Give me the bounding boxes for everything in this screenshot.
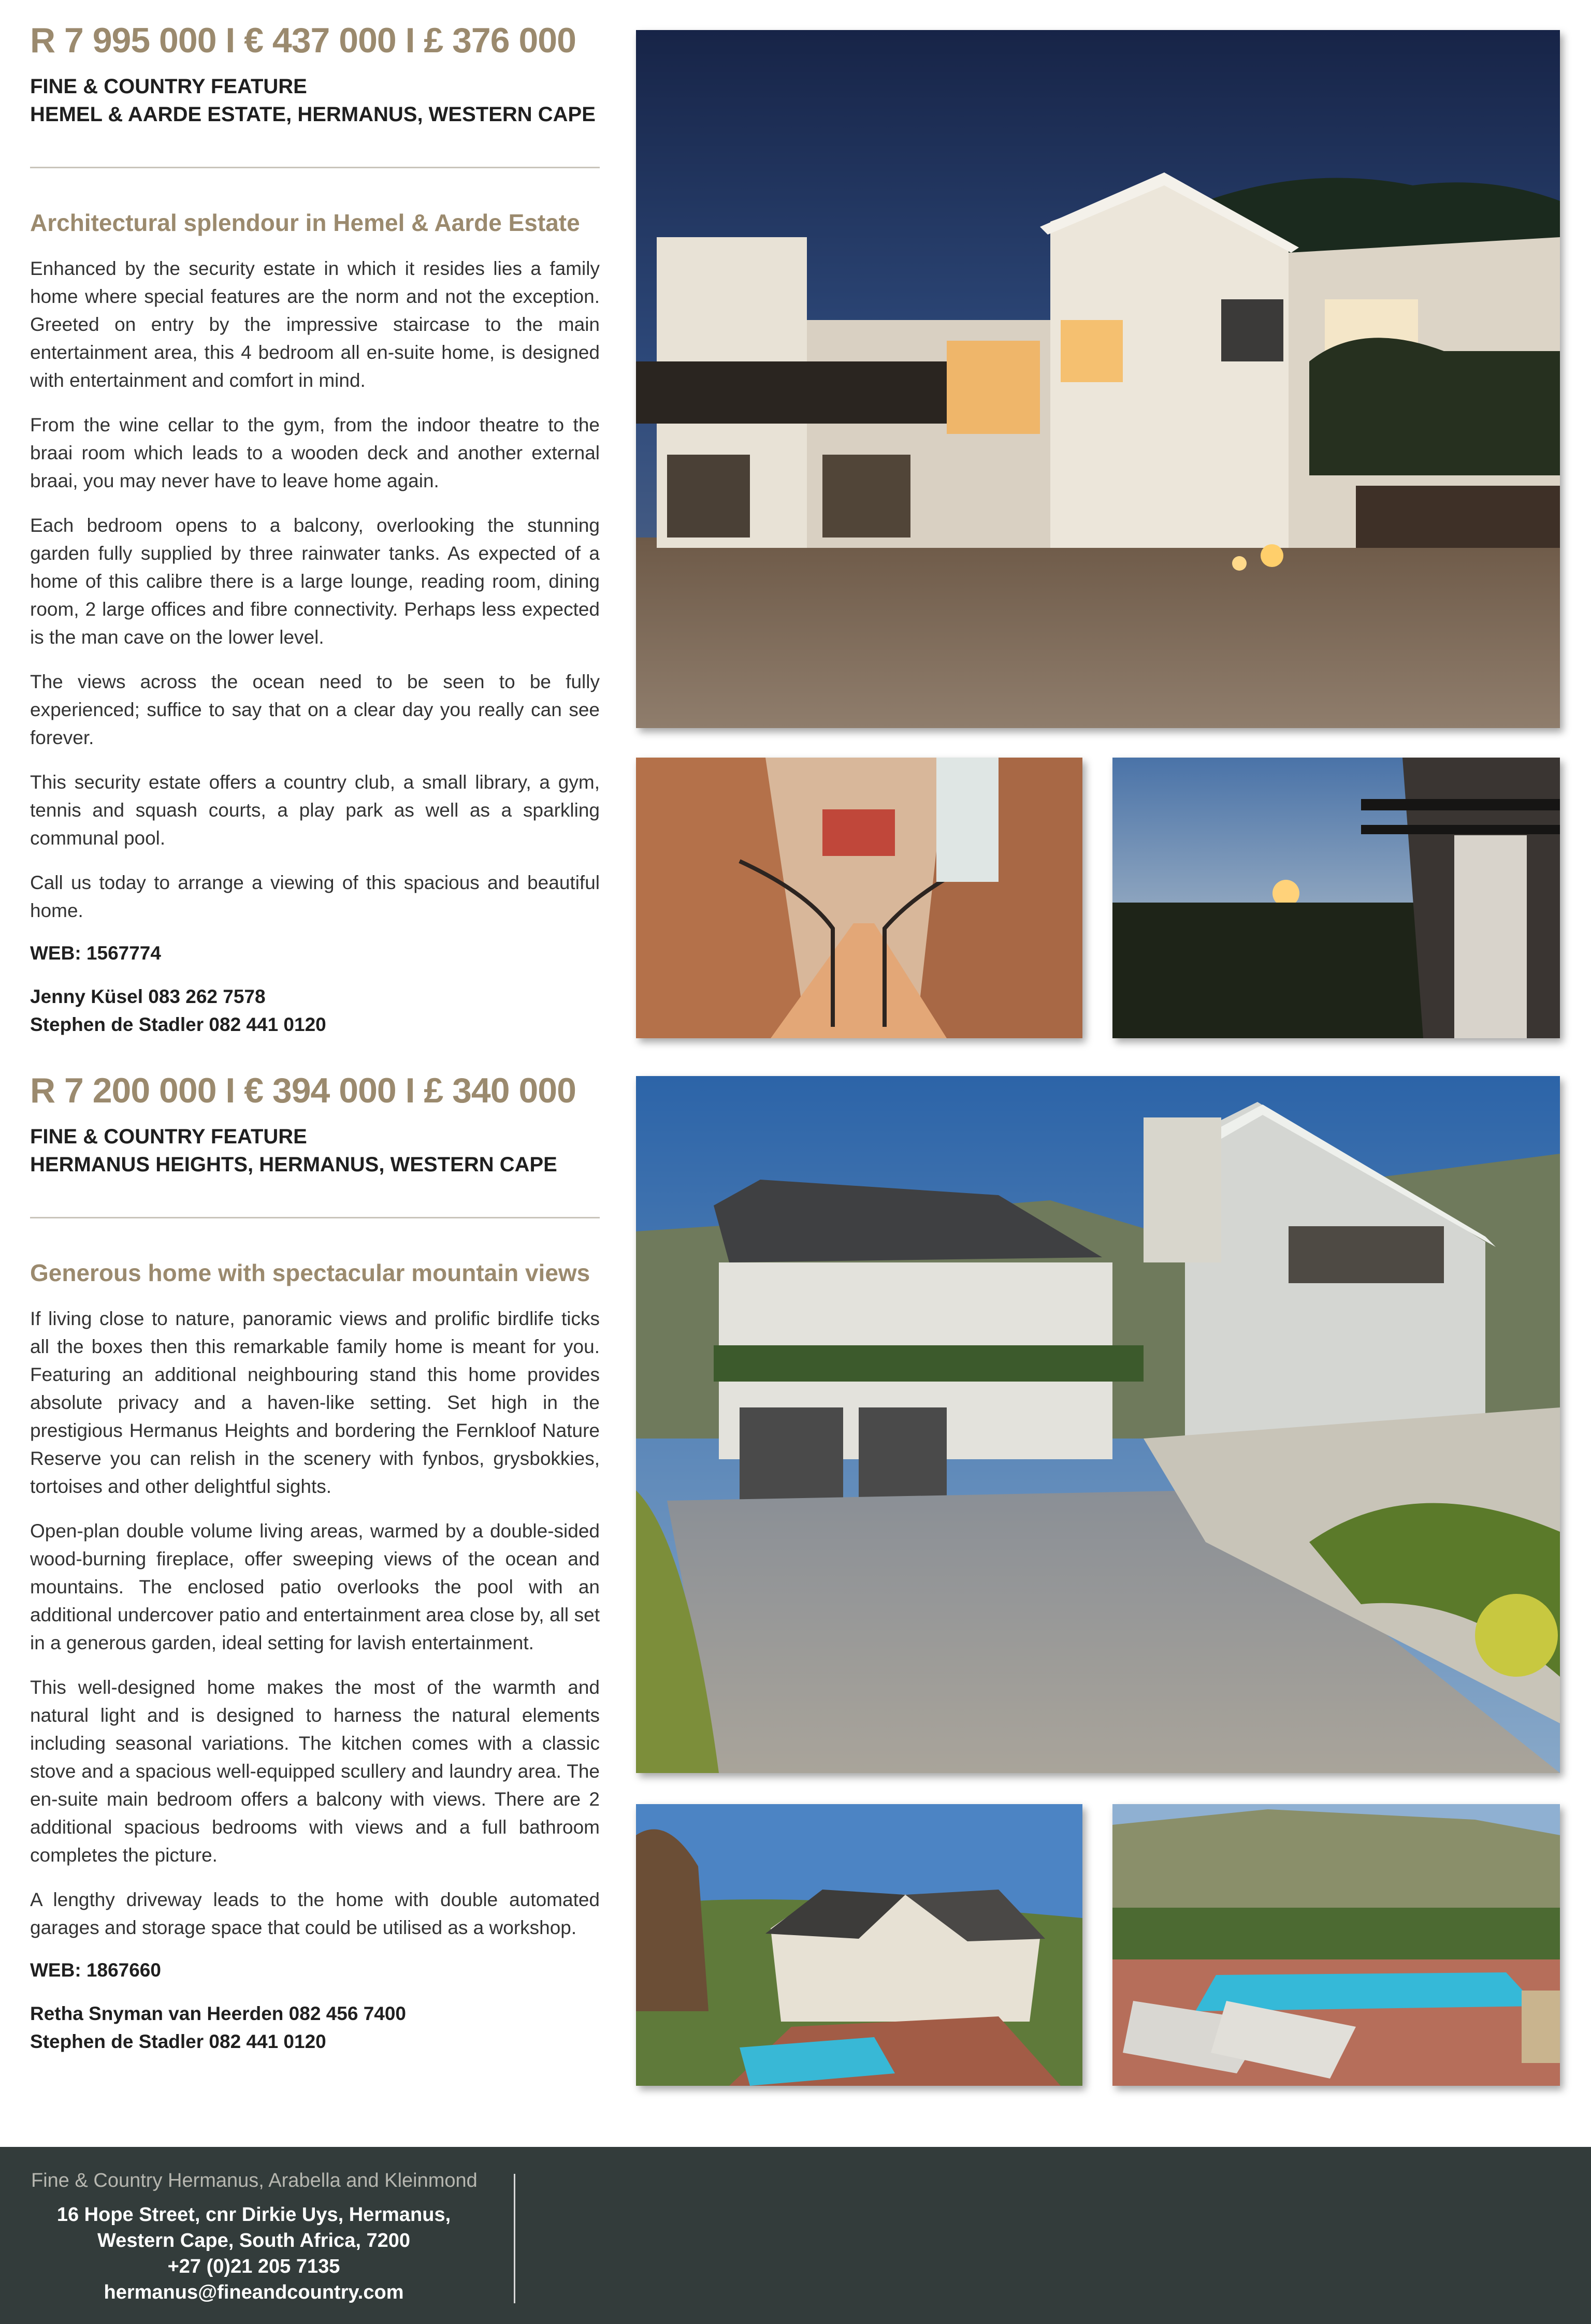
phone-number: +27 (0)21 205 7135 — [167, 2256, 340, 2277]
office-footer — [0, 2147, 1591, 2324]
description-paragraph: This security estate offers a country club, a small library, a gym, tennis and squash courts, a play park as well as a sparkling communal pool. — [30, 771, 600, 849]
house-exterior-dusk-photo — [636, 30, 1560, 728]
agent-contact: Retha Snyman van Heerden 082 456 7400 — [30, 2002, 406, 2024]
listing-hermanus-heights — [0, 1051, 1591, 2139]
description-paragraph: Enhanced by the security estate in which it resides lies a family home where special features are the norm and not the exception. Greeted on entry by the impressive staircase to the main entertainment area, this 4 bedroom all en-suite home, is designed with entertainment and comfort in mind. — [30, 257, 600, 391]
feature-line: FINE & COUNTRY FEATURE — [30, 1125, 307, 1148]
address-line: 16 Hope Street, cnr Dirkie Uys, Hermanus, — [56, 2204, 451, 2226]
web-reference: WEB: 1867660 — [30, 1959, 161, 1981]
price: R 7 200 000 I € 394 000 I £ 340 000 — [30, 1071, 576, 1110]
agent-contact: Stephen de Stadler 082 441 0120 — [30, 2030, 326, 2052]
listing-hemel-aarde — [0, 0, 1591, 1051]
office-name: Fine & Country Hermanus, Arabella and Kleinmond — [31, 2170, 478, 2191]
listing-heading: Generous home with spectacular mountain views — [30, 1259, 590, 1286]
agent-contact: Stephen de Stadler 082 441 0120 — [30, 1013, 326, 1035]
office-address — [31, 2202, 476, 2305]
description-paragraph: If living close to nature, panoramic views and prolific birdlife ticks all the boxes then this remarkable family home is meant for you. Featuring an additional neighbouring stand this home provides absolute privacy and a haven-like setting. Set high in the prestigious Hermanus Heights and bordering the Fernkloof Nature Reserve you can relish in the scenery with fynbos, grysbokkies, tortoises and other delightful sights. — [30, 1308, 600, 1497]
price: R 7 995 000 I € 437 000 I £ 376 000 — [30, 21, 576, 60]
location: HERMANUS HEIGHTS, HERMANUS, WESTERN CAPE — [30, 1153, 557, 1176]
sunset-view-photo — [1112, 758, 1560, 1038]
email-link[interactable]: hermanus@fineandcountry.com — [104, 2282, 404, 2303]
listing-text-column — [30, 1073, 600, 2056]
house-mountain-driveway-photo — [636, 1076, 1560, 1773]
agent-contact: Jenny Küsel 083 262 7578 — [30, 985, 266, 1007]
description-paragraph: Call us today to arrange a viewing of this spacious and beautiful home. — [30, 872, 600, 921]
pool-loungers-photo — [1112, 1804, 1560, 2086]
divider — [30, 167, 600, 168]
web-reference: WEB: 1567774 — [30, 942, 161, 964]
footer-divider — [514, 2174, 515, 2303]
description-paragraph: From the wine cellar to the gym, from the indoor theatre to the braai room which leads to a wooden deck and another external braai, you may never have to leave home again. — [30, 414, 600, 491]
description-paragraph: Each bedroom opens to a balcony, overlooking the stunning garden fully supplied by three rainwater tanks. As expected of a home of this calibre there is a large lounge, reading room, dining room, 2 large offices and fibre connectivity. Perhaps less expected is the man cave on the lower level. — [30, 514, 600, 648]
description-paragraph: Open-plan double volume living areas, warmed by a double-sided wood-burning fireplace, offer sweeping views of the ocean and mountains. The enclosed patio overlooks the pool with an additional undercover patio and entertainment area close by, all set in a generous garden, ideal setting for lavish entertainment. — [30, 1520, 600, 1653]
feature-line: FINE & COUNTRY FEATURE — [30, 75, 307, 98]
description-paragraph: A lengthy driveway leads to the home with double automated garages and storage space that could be utilised as a workshop. — [30, 1889, 600, 1938]
listing-heading: Architectural splendour in Hemel & Aarde Estate — [30, 209, 580, 236]
address-line: Western Cape, South Africa, 7200 — [97, 2230, 410, 2252]
divider — [30, 1217, 600, 1218]
location: HEMEL & AARDE ESTATE, HERMANUS, WESTERN CAPE — [30, 103, 596, 126]
pool-garden-aerial-photo — [636, 1804, 1082, 2086]
listing-text-column — [30, 23, 600, 1039]
description-paragraph: The views across the ocean need to be seen to be fully experienced; suffice to say that on a clear day you really can see forever. — [30, 671, 600, 748]
staircase-interior-photo — [636, 758, 1082, 1038]
description-paragraph: This well-designed home makes the most of the warmth and natural light and is designed to harness the natural elements including seasonal variations. The kitchen comes with a classic stove and a spacious well-equipped scullery and laundry area. The en-suite main bedroom offers a balcony with views. There are 2 additional spacious bedrooms with views and a full bathroom completes the picture. — [30, 1676, 600, 1866]
